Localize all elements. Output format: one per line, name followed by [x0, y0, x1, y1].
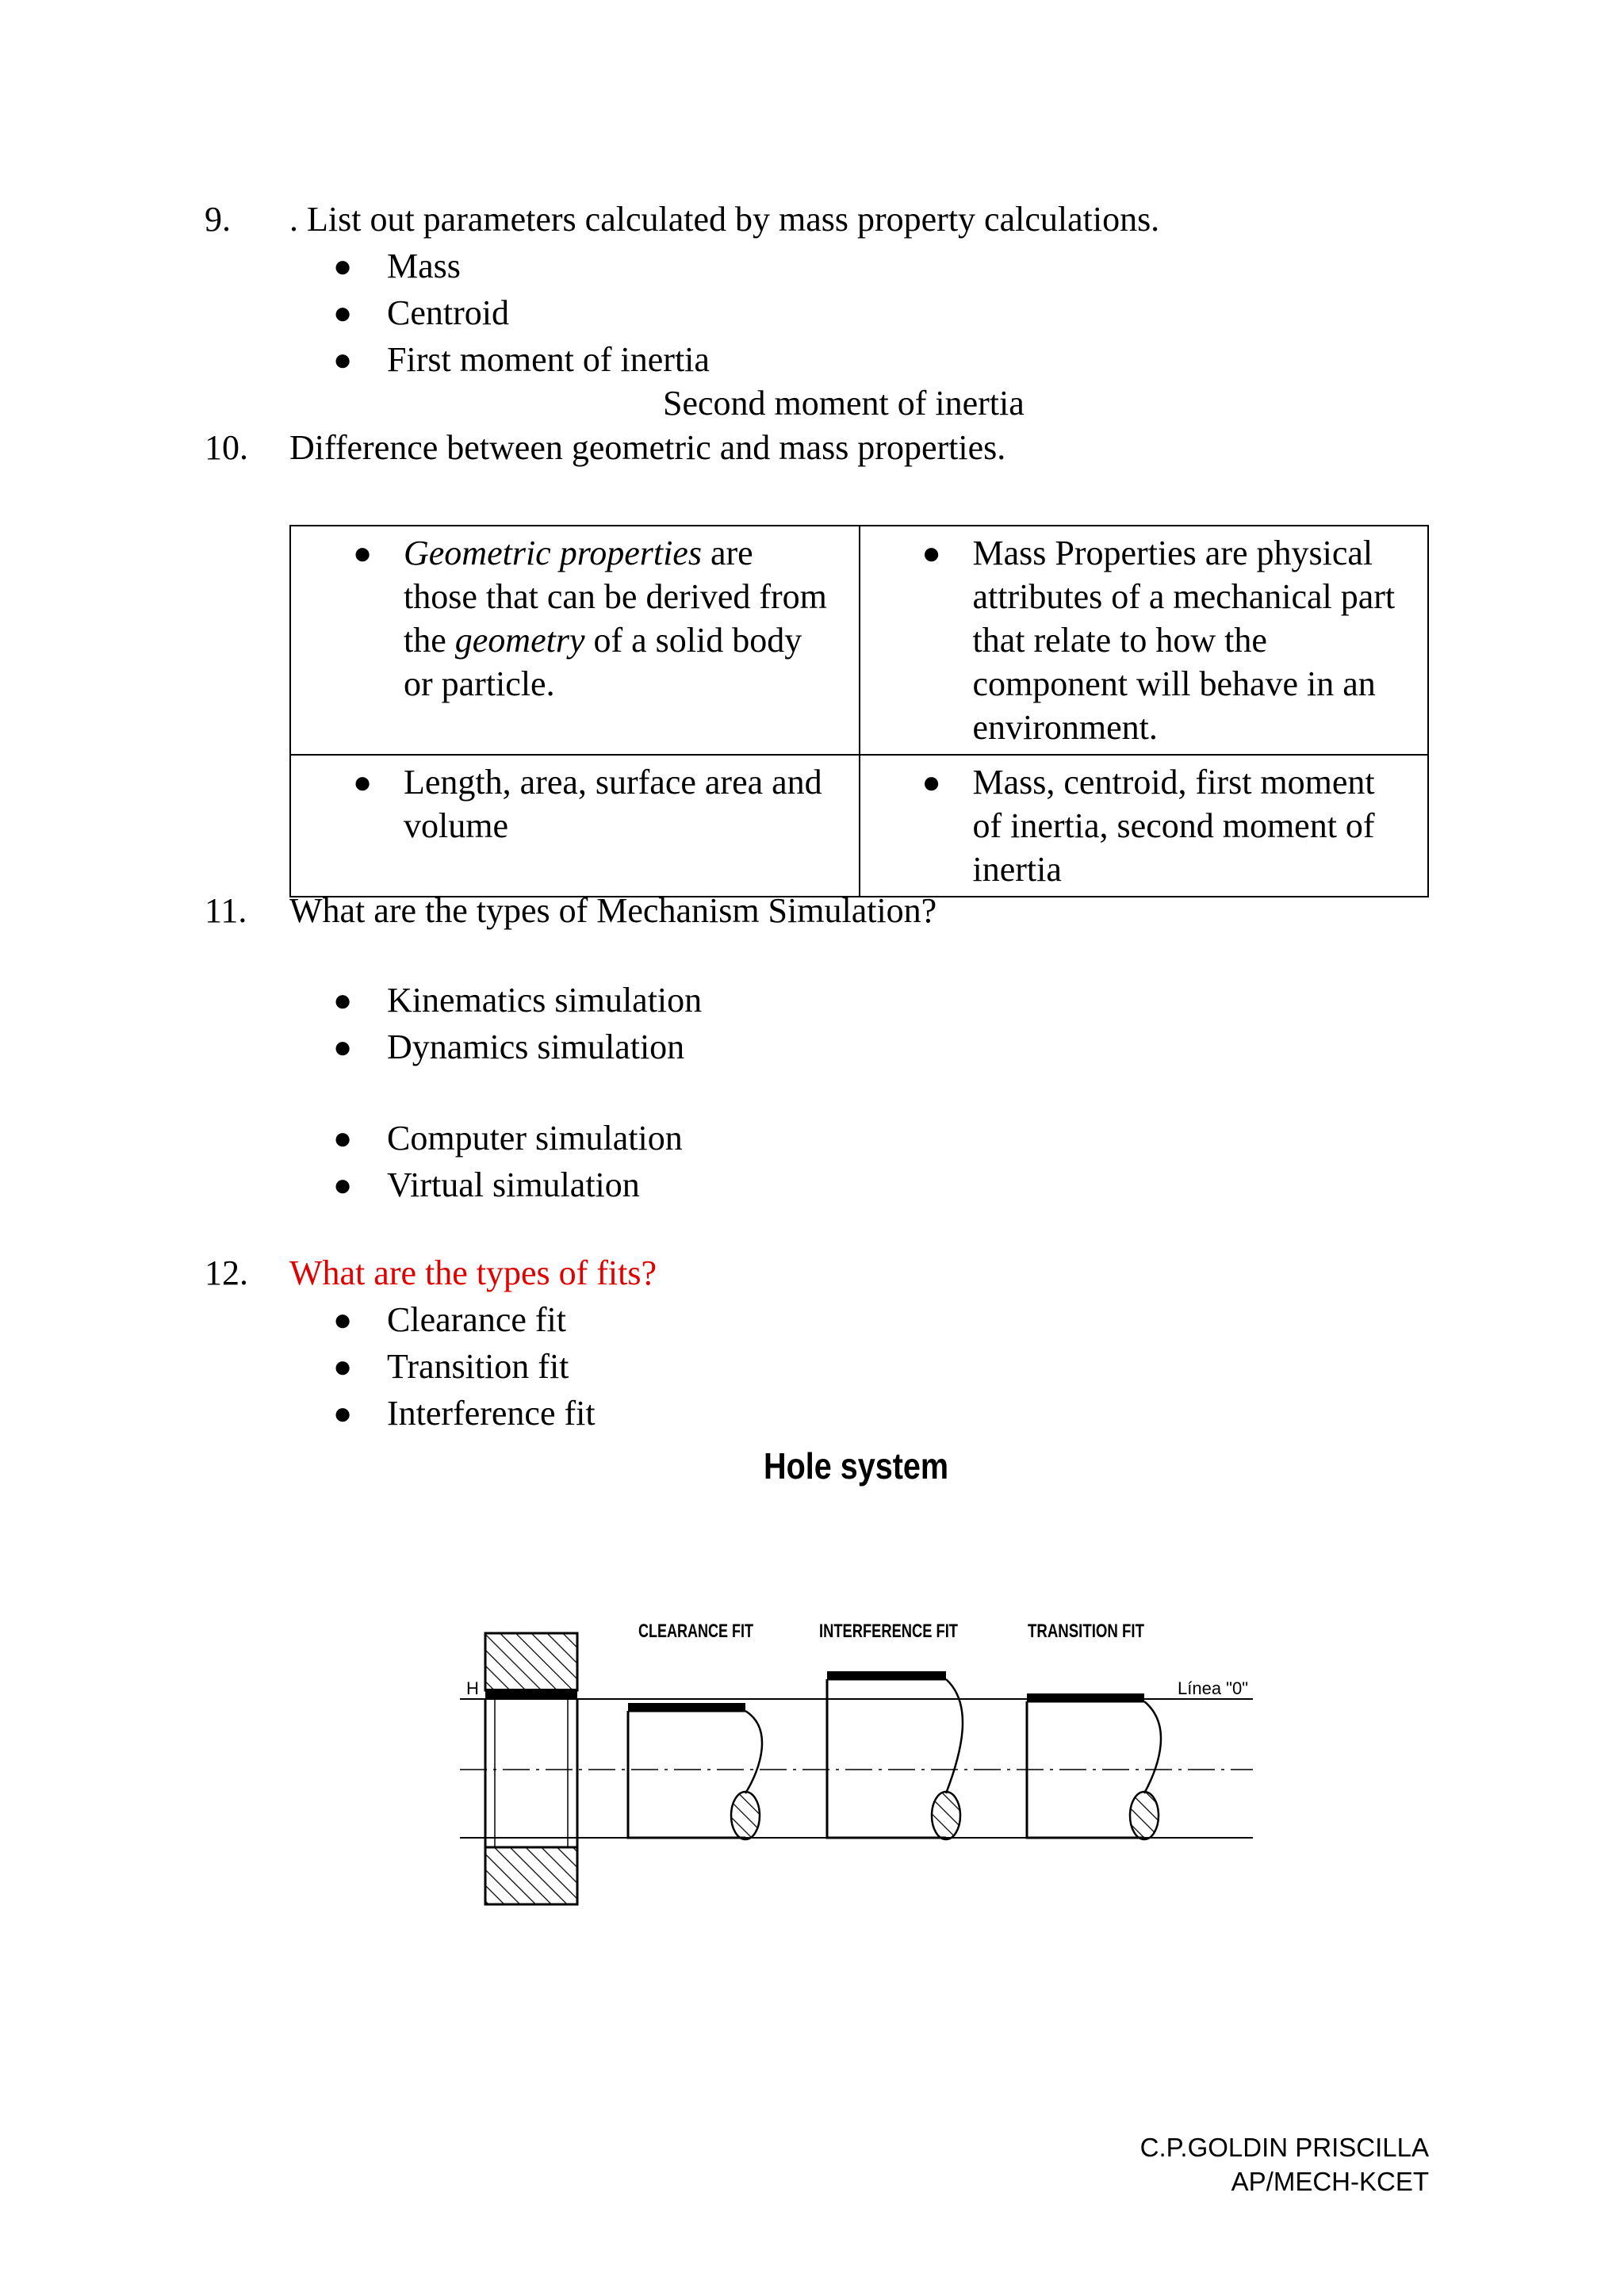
- bullet-icon: ●: [353, 764, 373, 800]
- question-text: Difference between geometric and mass properties.: [289, 428, 1006, 467]
- transition-fit-shaft: [1027, 1693, 1161, 1839]
- document-page: 9. . List out parameters calculated by mass property calculations. ● Mass ● Centroid ● First moment of inertia Second moment of inertia 10. Difference between geometric and mass properties. ● Geometric properties are those that can be derived from the geometry of a solid body or particle. ● Mass Properties are physical attributes of a mechanical part that relate to how the component will behave in an environment. ● Length, area, surface area and volume ● Mass, centroid, first moment of inertia, second moment of inertia 11. What are the types of Mechanism Simulation? ● Kinematics simulation ● Dynamics simulation ● Computer simulation ● Virtual simulation 12. What are the types of fits? ● Clearance fit ● Transition fit ● Interference fit Hole system CLEARANCE FIT INTERFERENCE FIT TRANSITION FIT H Línea "0" C.P.GOLDIN PRISCILLA AP/MECH-KCET: [0, 0, 1624, 2296]
- interference-fit-shaft: [827, 1671, 963, 1839]
- question-text: What are the types of Mechanism Simulation?: [289, 891, 937, 930]
- clearance-fit-label: CLEARANCE FIT: [638, 1621, 754, 1642]
- bullet-icon: ●: [921, 535, 941, 571]
- footer-affiliation: AP/MECH-KCET: [1231, 2167, 1429, 2196]
- table-row: [290, 755, 1428, 897]
- question-number: 11.: [205, 891, 247, 930]
- bullet-icon: ●: [333, 342, 353, 377]
- bullet-icon: ●: [333, 295, 353, 331]
- figure-title: Hole system: [764, 1445, 949, 1487]
- bullet-icon: ●: [353, 535, 373, 571]
- interference-fit-label: INTERFERENCE FIT: [819, 1621, 959, 1642]
- table-row: [290, 526, 1428, 755]
- zero-line-label: Línea "0": [1178, 1678, 1249, 1698]
- bullet-icon: ●: [333, 1349, 353, 1384]
- table-cell-geometric-definition: ● Geometric properties are those that can be derived from the geometry of a solid body or particle.: [290, 526, 860, 755]
- question-text: What are the types of fits?: [289, 1253, 657, 1292]
- hole-section: [485, 1633, 577, 1904]
- bullet-icon: ●: [333, 1395, 353, 1431]
- question-text: . List out parameters calculated by mass property calculations.: [289, 200, 1160, 239]
- bullet-icon: ●: [921, 764, 941, 800]
- table-cell-mass-examples: ● Mass, centroid, first moment of inertia, second moment of inertia: [860, 755, 1429, 897]
- bullet-icon: ●: [333, 1302, 353, 1337]
- transition-fit-label: TRANSITION FIT: [1028, 1621, 1145, 1642]
- bullet-icon: ●: [333, 248, 353, 284]
- bullet-icon: ●: [333, 1029, 353, 1065]
- table-cell-mass-definition: ● Mass Properties are physical attributes of a mechanical part that relate to how the component will behave in an environment.: [860, 526, 1429, 755]
- question-number: 9.: [205, 200, 231, 239]
- question-number: 12.: [205, 1253, 248, 1292]
- list-item-continuation: Second moment of inertia: [663, 384, 1025, 423]
- question-number: 10.: [205, 428, 248, 467]
- comparison-table: [289, 525, 1429, 897]
- clearance-fit-shaft: [628, 1703, 762, 1839]
- bullet-icon: ●: [333, 1167, 353, 1203]
- bullet-icon: ●: [333, 982, 353, 1018]
- table-cell-geometric-examples: ● Length, area, surface area and volume: [290, 755, 860, 897]
- h-label: H: [466, 1678, 479, 1698]
- hole-system-diagram: [444, 1609, 1269, 1927]
- bullet-icon: ●: [333, 1120, 353, 1156]
- footer-author: C.P.GOLDIN PRISCILLA: [1139, 2133, 1429, 2162]
